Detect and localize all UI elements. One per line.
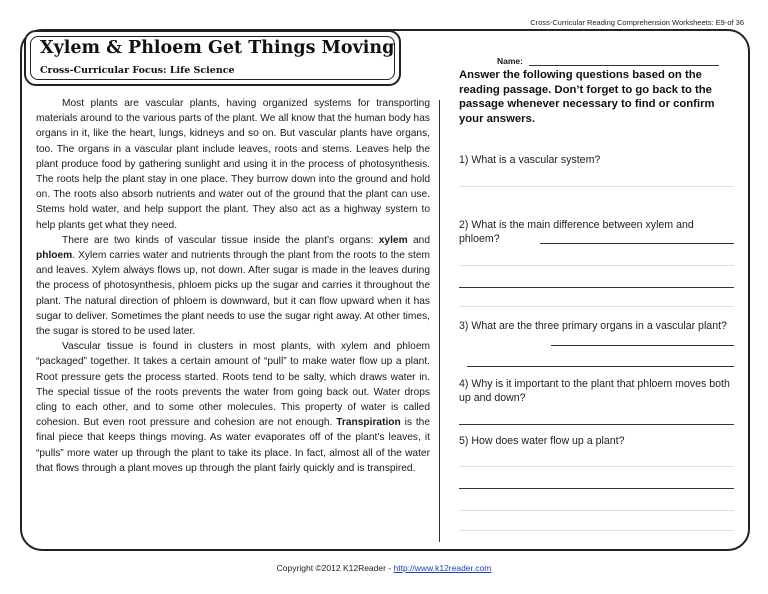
question-5: 5) How does water flow up a plant? — [459, 435, 625, 447]
answer-line-5c[interactable] — [459, 510, 734, 511]
reading-passage — [36, 96, 430, 476]
question-3: 3) What are the three primary organs in a vascular plant? — [459, 320, 727, 332]
answer-line-5d[interactable] — [459, 530, 734, 531]
answer-line-2a[interactable] — [459, 265, 734, 266]
question-2: 2) What is the main difference between xylem and phloem? — [459, 219, 694, 245]
instructions: Answer the following questions based on the reading passage. Don’t forget to go back to the passage whenever necessary to find or confirm your answers. — [459, 69, 715, 125]
p2-text-a: There are two kinds of vascular tissue inside the plant’s organs: — [62, 234, 379, 246]
answer-line-2c[interactable] — [459, 306, 734, 307]
answer-line-2-inline[interactable] — [540, 243, 734, 244]
worksheet-series-label: Cross-Curricular Reading Comprehension Worksheets: E9-of 36 — [530, 18, 744, 27]
term-xylem: xylem — [378, 234, 408, 246]
question-4: 4) Why is it important to the plant that phloem moves both up and down? — [459, 378, 730, 404]
answer-line-5a[interactable] — [459, 466, 734, 467]
answer-line-1a[interactable] — [459, 186, 734, 187]
passage-paragraph-3 — [36, 339, 430, 476]
questions-column — [459, 56, 737, 126]
name-field[interactable] — [529, 57, 719, 66]
answer-line-5b[interactable] — [459, 488, 734, 489]
answer-line-3-inline[interactable] — [551, 345, 734, 346]
answer-line-4a[interactable] — [459, 424, 734, 425]
p2-and: and — [407, 234, 430, 246]
column-divider — [439, 100, 440, 542]
passage-paragraph-2 — [36, 233, 430, 339]
p3-text-b: is the final piece that keeps things moving. As water evaporates off of the plant’s leaves, it “pulls” more water up through the plant to take its place. In fact, almost all of the water that flows through a plant moves up through the plant fairly quickly and is transpired. — [36, 417, 430, 474]
answer-line-2b[interactable] — [459, 287, 734, 288]
k12reader-link[interactable]: http://www.k12reader.com — [393, 563, 492, 573]
worksheet-title: Xylem & Phloem Get Things Moving — [40, 38, 395, 58]
footer — [0, 563, 768, 573]
p3-text-a: Vascular tissue is found in clusters in most plants, with xylem and phloem “packaged” together. It takes a certain amount of “pull” to make water flow up a plant. Root pressure gets the process started. Roots tend to be salty, which draws water in. The special tissue of the roots prevents the water from going back out. Water drops cling to each other, and to some other molecules. This property of water is called cohesion. But even root pressure and cohesion are not enough. — [36, 341, 430, 429]
focus-subtitle: Cross-Curricular Focus: Life Science — [40, 65, 235, 76]
name-label: Name: — [497, 56, 523, 66]
term-transpiration: Transpiration — [336, 417, 401, 429]
copyright-text: Copyright ©2012 K12Reader - — [276, 563, 394, 573]
answer-line-3a[interactable] — [467, 366, 734, 367]
question-1: 1) What is a vascular system? — [459, 154, 601, 166]
term-phloem: phloem — [36, 250, 73, 262]
title-box — [24, 30, 401, 86]
p2-text-b: . Xylem carries water and nutrients through the plant from the roots to the stem and leaves. Xylem always flows up, not down. After sugar is made in the leaves during the process of photosynthesis, phloem picks up the sugar and carries it throughout the plant. The natural direction of phloem is downward, but it can flow upward when it has sugar to deliver. Sometimes the plant needs to use the sugar right away. At other times, the sugar is stored to be used later. — [36, 250, 430, 338]
passage-paragraph-1: Most plants are vascular plants, having organized systems for transporting materials around to the various parts of the plant. We all know that the human body has organs in it, like the heart, lungs, kidneys and so on. But vascular plants have organs, too. The organs in a vascular plant include leaves, roots and stems. Leaves help the plant produce food by gathering sunlight and using it in the process of photosynthesis. The roots help the plant stay in one place. They burrow down into the ground and hold on. The roots also absorb nutrients and water out of the ground that the plant can use. Stems hold water, and help support the plant. They also act as a highway system to help plants get what they need. — [36, 98, 430, 231]
name-row — [459, 56, 737, 67]
